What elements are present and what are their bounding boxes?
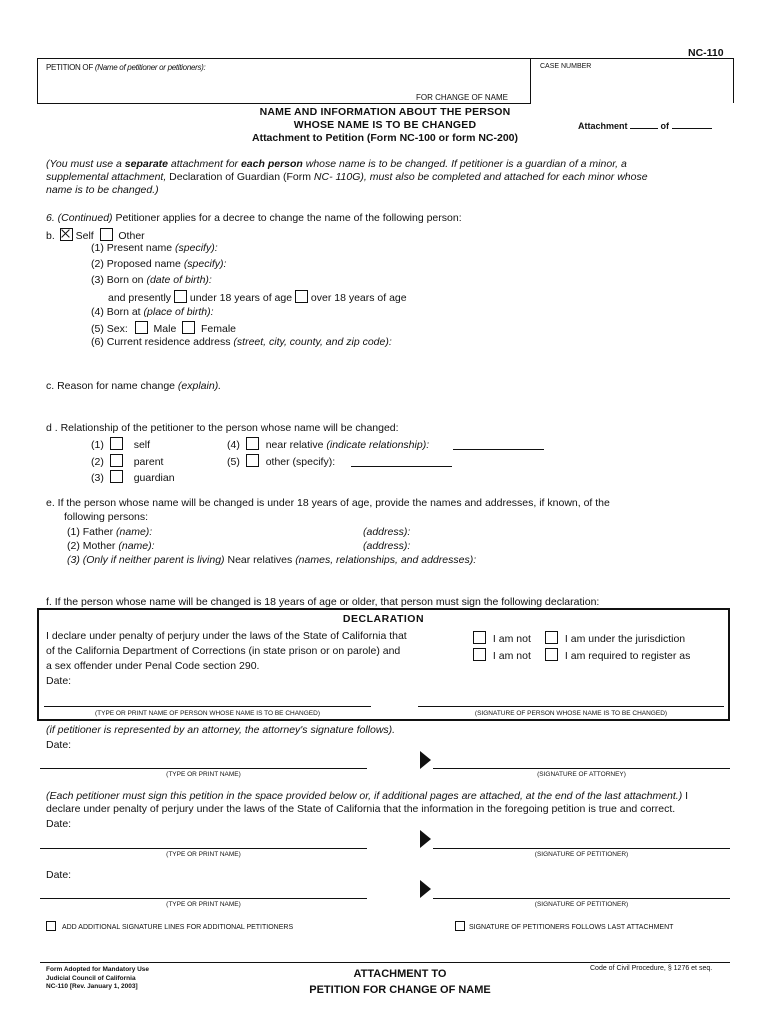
decl-line3: a sex offender under Penal Code section 290.	[46, 660, 260, 672]
i-am-not-1-checkbox[interactable]	[473, 631, 486, 644]
follows-label: SIGNATURE OF PETITIONERS FOLLOWS LAST ATTACHMENT	[468, 924, 674, 931]
sex-label: (5) Sex:	[91, 323, 128, 335]
rel-parent-row	[91, 454, 163, 468]
sex-row	[91, 321, 236, 335]
footer-adopted-line: Form Adopted for Mandatory Use	[46, 966, 150, 973]
petitioners-note	[46, 790, 746, 816]
intro-p4: each person	[240, 158, 303, 170]
footer-title1: ATTACHMENT TO	[353, 968, 447, 980]
petitioner2-name-caption: (TYPE OR PRINT NAME)	[166, 901, 241, 908]
under18-label: under 18 years of age	[189, 292, 293, 304]
other-checkbox[interactable]	[100, 228, 113, 241]
section-e-line1: e. If the person whose name will be changed is under 18 years of age, provide the names and addresses, if known, of the	[46, 497, 610, 509]
intro-l2a: supplemental attachment,	[46, 171, 167, 183]
header-divider	[530, 58, 531, 103]
not-register-row	[473, 648, 531, 662]
attorney-note: (if petitioner is represented by an attorney, the attorney's signature follows).	[46, 724, 396, 736]
rel-n1: (1)	[91, 439, 104, 451]
petitioner1-name-caption: (TYPE OR PRINT NAME)	[166, 851, 241, 858]
petitioner1-name-line[interactable]	[40, 848, 367, 849]
footer-council-line: Judicial Council of California	[46, 974, 136, 982]
born-on-field[interactable]	[91, 274, 212, 286]
male-label: Male	[153, 323, 177, 335]
form-id: NC-110	[688, 47, 724, 59]
add-lines-label: ADD ADDITIONAL SIGNATURE LINES FOR ADDITIONAL PETITIONERS	[61, 924, 294, 931]
rel-self-checkbox[interactable]	[110, 437, 123, 450]
decl-line1: I declare under penalty of perjury under the laws of the State of California that	[46, 630, 407, 642]
rel-guardian-label: guardian	[133, 472, 175, 484]
add-lines-row	[46, 921, 293, 931]
footer-adopted	[46, 966, 149, 992]
female-label: Female	[200, 323, 236, 335]
rel-n2: (2)	[91, 456, 104, 468]
petitioner1-date[interactable]: Date:	[46, 818, 72, 830]
case-number-label[interactable]: CASE NUMBER	[540, 63, 592, 70]
footer-title2: PETITION FOR CHANGE OF NAME	[309, 984, 491, 996]
mother-field[interactable]	[67, 540, 155, 552]
i-am-not-2-checkbox[interactable]	[473, 648, 486, 661]
rel-near-relative-hint: (indicate relationship):	[326, 439, 430, 451]
intro-instructions	[46, 158, 736, 197]
jurisdiction-checkbox[interactable]	[545, 631, 558, 644]
father-hint: (name):	[116, 526, 153, 538]
attachment-counter[interactable]	[578, 121, 712, 131]
father-label: (1) Father	[67, 526, 114, 538]
attorney-signature-line[interactable]	[433, 768, 730, 769]
decl-signature-caption: (SIGNATURE OF PERSON WHOSE NAME IS TO BE CHANGED)	[474, 710, 668, 717]
born-on-hint: (date of birth):	[146, 274, 212, 286]
father-address-field[interactable]: (address):	[363, 526, 411, 538]
self-checkbox[interactable]	[60, 228, 73, 241]
reason-field[interactable]	[46, 380, 221, 392]
residence-label: (6) Current residence address	[91, 336, 231, 348]
follows-row	[455, 921, 673, 931]
presently-label: and presently	[108, 292, 172, 304]
petitioners-note1b: I	[685, 790, 689, 802]
attorney-signature-caption: (SIGNATURE OF ATTORNEY)	[537, 771, 626, 778]
petitioner2-signature-caption: (SIGNATURE OF PETITIONER)	[534, 901, 629, 908]
add-lines-checkbox[interactable]	[46, 921, 56, 931]
for-change-of-name: FOR CHANGE OF NAME	[416, 93, 509, 102]
relatives-a: (3) (Only if neither parent is living)	[67, 554, 225, 566]
jurisdiction-label: I am under the jurisdiction	[564, 633, 686, 645]
over18-label: over 18 years of age	[310, 292, 407, 304]
mother-address-field[interactable]: (address):	[363, 540, 411, 552]
rel-near-relative-label: near relative	[265, 439, 324, 451]
proposed-name-field[interactable]	[91, 258, 226, 270]
rel-guardian-checkbox[interactable]	[110, 470, 123, 483]
relatives-b: Near relatives	[227, 554, 293, 566]
petitioner2-signature-line[interactable]	[433, 898, 730, 899]
decl-name-caption: (TYPE OR PRINT NAME OF PERSON WHOSE NAME IS TO BE CHANGED)	[94, 710, 320, 717]
petition-of-hint: (Name of petitioner or petitioners):	[94, 63, 206, 72]
petition-of-label[interactable]	[46, 63, 205, 72]
proposed-name-label: (2) Proposed name	[91, 258, 181, 270]
s6b-label: b.	[46, 230, 55, 242]
relatives-c: (names, relationships, and addresses):	[295, 554, 477, 566]
register-checkbox[interactable]	[545, 648, 558, 661]
i-am-not-2-label: I am not	[492, 650, 531, 662]
rel-near-relative-checkbox[interactable]	[246, 437, 259, 450]
title-line2: WHOSE NAME IS TO BE CHANGED	[293, 119, 477, 131]
petitioner1-sign-arrow-icon	[420, 830, 431, 848]
rel-guardian-row	[91, 470, 175, 484]
i-am-not-1-label: I am not	[492, 633, 531, 645]
s6-applies: Petitioner applies for a decree to change the name of the following person:	[115, 212, 462, 224]
born-at-hint: (place of birth):	[143, 306, 214, 318]
born-at-field[interactable]	[91, 306, 214, 318]
residence-hint: (street, city, county, and zip code):	[233, 336, 392, 348]
father-field[interactable]	[67, 526, 152, 538]
relationship-heading: d . Relationship of the petitioner to the person whose name will be changed:	[46, 422, 399, 434]
relatives-field[interactable]	[67, 554, 476, 566]
attachment-of-label: of	[660, 121, 670, 131]
attorney-name-caption: (TYPE OR PRINT NAME)	[166, 771, 241, 778]
decl-name-line[interactable]	[44, 706, 371, 707]
title-line1: NAME AND INFORMATION ABOUT THE PERSON	[259, 106, 511, 118]
reason-hint: (explain).	[177, 380, 222, 392]
rel-other-label: other (specify):	[265, 456, 336, 468]
self-label: Self	[75, 230, 94, 242]
petitioner2-sign-arrow-icon	[420, 880, 431, 898]
not-jurisdiction-row	[473, 631, 531, 645]
attorney-name-line[interactable]	[40, 768, 367, 769]
attachment-label: Attachment	[578, 121, 628, 131]
residence-field[interactable]	[91, 336, 392, 348]
intro-p3: attachment for	[170, 158, 239, 170]
decl-date: Date:	[46, 675, 72, 687]
register-label: I am required to register as	[564, 650, 691, 662]
rel-other-checkbox[interactable]	[246, 454, 259, 467]
mother-hint: (name):	[118, 540, 155, 552]
declaration-text	[46, 629, 407, 689]
intro-l2c: NC- 110G), must also be completed and attached for each minor whose	[313, 171, 648, 183]
other-label: Other	[118, 230, 145, 242]
intro-p1: (You must use a	[46, 158, 122, 170]
declaration-title: DECLARATION	[342, 613, 425, 625]
rel-self-label: self	[133, 439, 151, 451]
footer-rule	[40, 962, 730, 963]
intro-p2: separate	[124, 158, 168, 170]
s6b-row	[46, 228, 145, 242]
follows-checkbox[interactable]	[455, 921, 465, 931]
intro-l2b: Declaration of Guardian (Form	[169, 171, 311, 183]
intro-l3: name is to be changed.)	[46, 184, 159, 196]
rel-parent-checkbox[interactable]	[110, 454, 123, 467]
rel-n3: (3)	[91, 472, 104, 484]
section-f-heading: f. If the person whose name will be changed is 18 years of age or older, that person must sign the following declaration:	[46, 596, 600, 608]
born-on-label: (3) Born on	[91, 274, 144, 286]
rel-self-row	[91, 437, 150, 451]
petitioner2-date[interactable]: Date:	[46, 869, 72, 881]
rel-parent-label: parent	[133, 456, 164, 468]
footer-rev-line: NC-110 [Rev. January 1, 2003]	[46, 983, 138, 990]
present-name-field[interactable]	[91, 242, 218, 254]
footer-code: Code of Civil Procedure, § 1276 et seq.	[590, 965, 713, 972]
title-line3: Attachment to Petition (Form NC-100 or form NC-200)	[251, 132, 519, 144]
decl-signature-line[interactable]	[418, 706, 724, 707]
decl-line2: of the California Department of Corrections (in state prison or on parole) and	[46, 645, 401, 657]
petitioner1-signature-line[interactable]	[433, 848, 730, 849]
intro-p5: whose name is to be changed. If petitioner is a guardian of a minor, a	[305, 158, 627, 170]
petitioner2-name-line[interactable]	[40, 898, 367, 899]
female-checkbox[interactable]	[182, 321, 195, 334]
rel-n4: (4)	[227, 439, 240, 451]
reason-label: c. Reason for name change	[46, 380, 175, 392]
rel-near-relative-row	[227, 437, 429, 451]
rel-other-row	[227, 454, 335, 468]
age-row	[108, 290, 407, 304]
attorney-date[interactable]: Date:	[46, 739, 72, 751]
petitioners-note1: (Each petitioner must sign this petition in the space provided below or, if additional pages are attached, at the end of the last attachment.)	[46, 790, 683, 802]
petitioner1-signature-caption: (SIGNATURE OF PETITIONER)	[534, 851, 629, 858]
mother-label: (2) Mother	[67, 540, 116, 552]
near-relative-line[interactable]	[453, 449, 544, 450]
born-at-label: (4) Born at	[91, 306, 141, 318]
attorney-sign-arrow-icon	[420, 751, 431, 769]
other-specify-line[interactable]	[351, 466, 452, 467]
jurisdiction-row	[545, 631, 685, 645]
register-row	[545, 648, 690, 662]
present-name-label: (1) Present name	[91, 242, 173, 254]
header-left-border	[37, 58, 38, 103]
over18-checkbox[interactable]	[295, 290, 308, 303]
under18-checkbox[interactable]	[174, 290, 187, 303]
petitioners-note2: declare under penalty of perjury under the laws of the State of California that the information in the foregoing petition is true and correct.	[46, 803, 676, 815]
present-name-hint: (specify):	[175, 242, 218, 254]
header-bottom-line	[37, 103, 531, 104]
section6-heading	[46, 212, 462, 224]
proposed-name-hint: (specify):	[183, 258, 227, 270]
male-checkbox[interactable]	[135, 321, 148, 334]
header-right-border	[733, 58, 734, 103]
s6-continued: 6. (Continued)	[46, 212, 113, 224]
section-e-line2: following persons:	[64, 511, 149, 523]
petition-of-text: PETITION OF	[46, 63, 93, 72]
rel-n5: (5)	[227, 456, 240, 468]
